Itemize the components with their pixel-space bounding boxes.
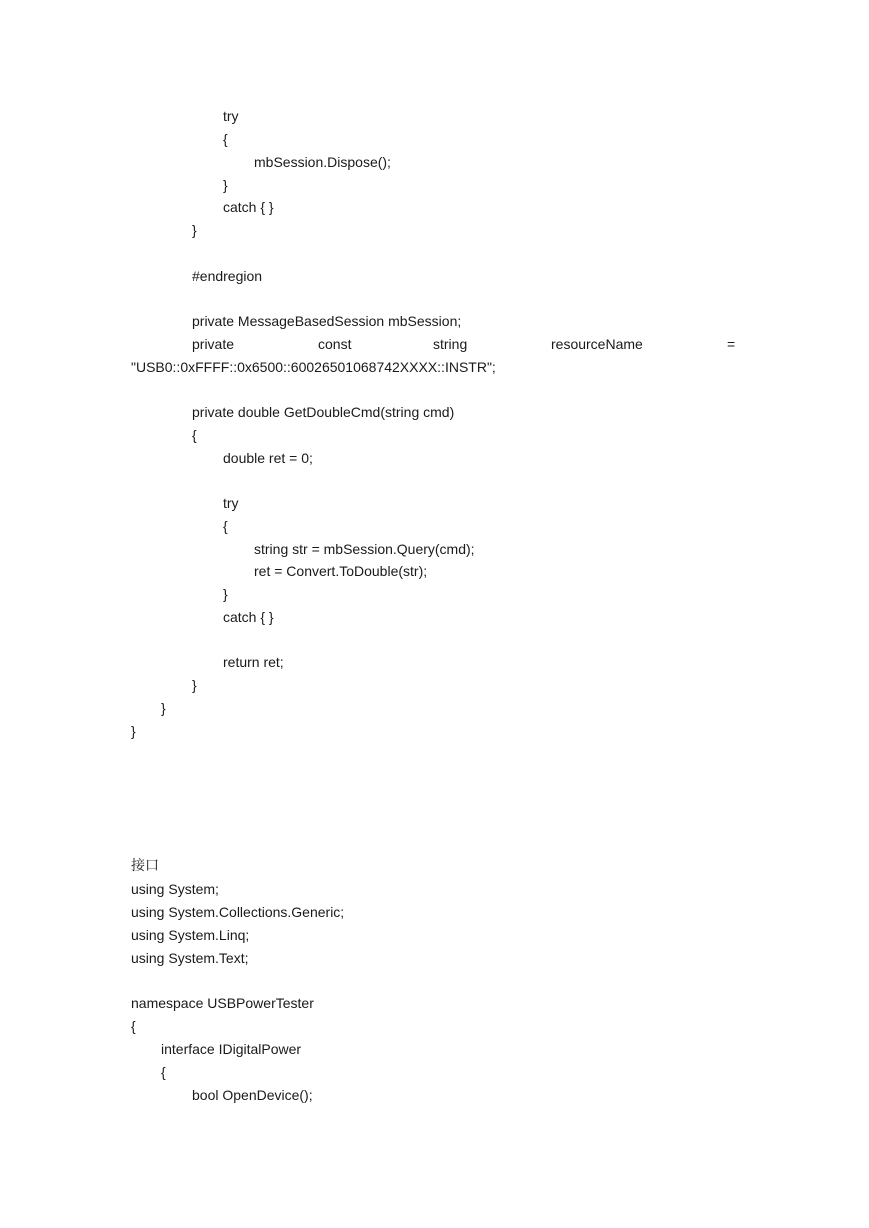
code-line-using: using System; [131, 881, 219, 897]
section-heading: 接口 [131, 858, 159, 874]
code-line-convert: ret = Convert.ToDouble(str); [254, 563, 428, 579]
code-line-using: using System.Linq; [131, 927, 250, 943]
code-line-brace-open: { [131, 1018, 136, 1034]
code-line-try: try [223, 108, 239, 124]
code-line-brace-open: { [161, 1064, 166, 1080]
code-line-brace-close: } [192, 222, 197, 238]
code-word-string: string [433, 336, 468, 352]
code-line-query: string str = mbSession.Query(cmd); [254, 541, 475, 557]
code-word-private: private [192, 336, 235, 352]
code-line-using: using System.Collections.Generic; [131, 904, 345, 920]
code-line-brace-close: } [161, 700, 166, 716]
code-line-endregion: #endregion [192, 268, 263, 284]
code-line-brace-close: } [223, 586, 228, 602]
code-line-catch: catch { } [223, 199, 274, 215]
code-word-const: const [318, 336, 352, 352]
code-line-open-device: bool OpenDevice(); [192, 1087, 313, 1103]
code-line-brace-close: } [192, 677, 197, 693]
code-line-dispose: mbSession.Dispose(); [254, 154, 391, 170]
code-line-brace-open: { [192, 427, 197, 443]
code-line-brace-close: } [131, 723, 136, 739]
code-line-method-signature: private double GetDoubleCmd(string cmd) [192, 404, 455, 420]
code-line-field-session: private MessageBasedSession mbSession; [192, 313, 462, 329]
code-line-brace-close: } [223, 177, 228, 193]
code-line-namespace: namespace USBPowerTester [131, 995, 314, 1011]
code-line-using: using System.Text; [131, 950, 249, 966]
code-word-equals: = [727, 336, 736, 352]
code-line-try: try [223, 495, 239, 511]
code-line-return: return ret; [223, 654, 284, 670]
code-word-resourcename: resourceName [551, 336, 643, 352]
code-line-catch: catch { } [223, 609, 274, 625]
code-line-brace-open: { [223, 131, 228, 147]
code-line-double-ret: double ret = 0; [223, 450, 313, 466]
code-line-brace-open: { [223, 518, 228, 534]
code-line-resource-value: "USB0::0xFFFF::0x6500::60026501068742XXXX::INSTR"; [131, 359, 496, 375]
code-line-interface-decl: interface IDigitalPower [161, 1041, 302, 1057]
